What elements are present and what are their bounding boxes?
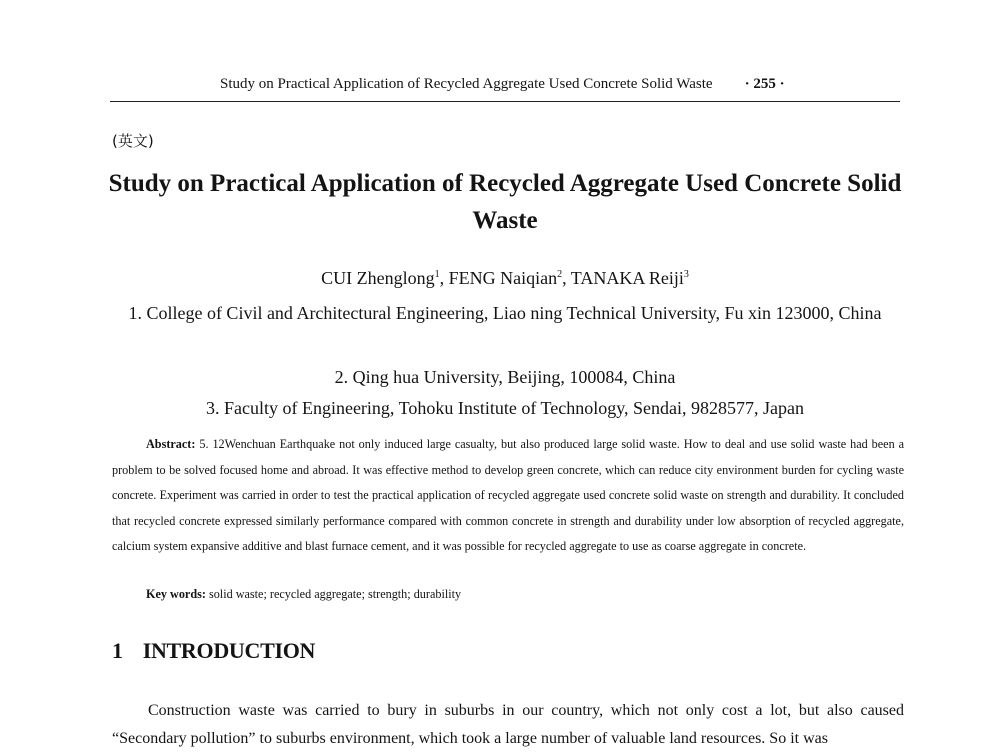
paper-title: Study on Practical Application of Recycled Aggregate Used Concrete Solid Waste (108, 170, 902, 234)
affiliation-3: 3. Faculty of Engineering, Tohoku Institute of Technology, Sendai, 9828577, Japan (205, 398, 805, 418)
author-line (100, 268, 910, 289)
author-separator: , (439, 268, 445, 288)
author-affiliation-mark: 3 (683, 269, 689, 280)
abstract (112, 432, 904, 560)
keywords-label: Key words: (146, 587, 206, 601)
author-affiliation-mark: 2 (557, 269, 563, 280)
affiliation-2: 2. Qing hua University, Beijing, 100084, China (334, 367, 676, 387)
keywords (146, 587, 461, 602)
author-name: CUI Zhenglong (321, 268, 435, 288)
author-name: FENG Naiqian (448, 268, 558, 288)
running-title: Study on Practical Application of Recycled Aggregate Used Concrete Solid Waste (220, 76, 713, 92)
page-number: · 255 · (744, 76, 785, 92)
keywords-text: solid waste; recycled aggregate; strength; durability (208, 587, 462, 601)
running-header (220, 76, 900, 93)
language-tag: (英文) (112, 132, 154, 150)
author-name: TANAKA Reiji (570, 268, 684, 288)
body-paragraph: Construction waste was carried to bury in suburbs in our country, which not only cost a lot, but also caused “Secondary pollution” to suburbs environment, which took a large number of valuable land resources. So it was (112, 702, 904, 747)
header-rule (110, 101, 900, 102)
author-affiliation-mark: 1 (434, 269, 440, 280)
section-heading (112, 638, 315, 664)
section-title: INTRODUCTION (142, 638, 316, 663)
abstract-label: Abstract: (146, 437, 196, 451)
affiliation-1: 1. College of Civil and Architectural Engineering, Liao ning Technical University, Fu xin 123000, China (128, 303, 882, 323)
abstract-text: 5. 12Wenchuan Earthquake not only induced large casualty, but also produced large solid waste. How to deal and use solid waste had been a problem to be solved focused home and abroad. It was effective method to develop green concrete, which can reduce city environment burden for cycling waste concrete. Experiment was carried in order to test the practical application of recycled aggregate used concrete solid waste on strength and durability. It concluded that recycled concrete expressed similarly performance compared with common concrete in strength and durability under low absorption of recycled aggregate, calcium system expansive additive and blast furnace cement, and it was possible for recycled aggregate to use as coarse aggregate in concrete. (112, 437, 905, 554)
section-number: 1 (112, 638, 123, 663)
author-separator: , (562, 268, 567, 288)
